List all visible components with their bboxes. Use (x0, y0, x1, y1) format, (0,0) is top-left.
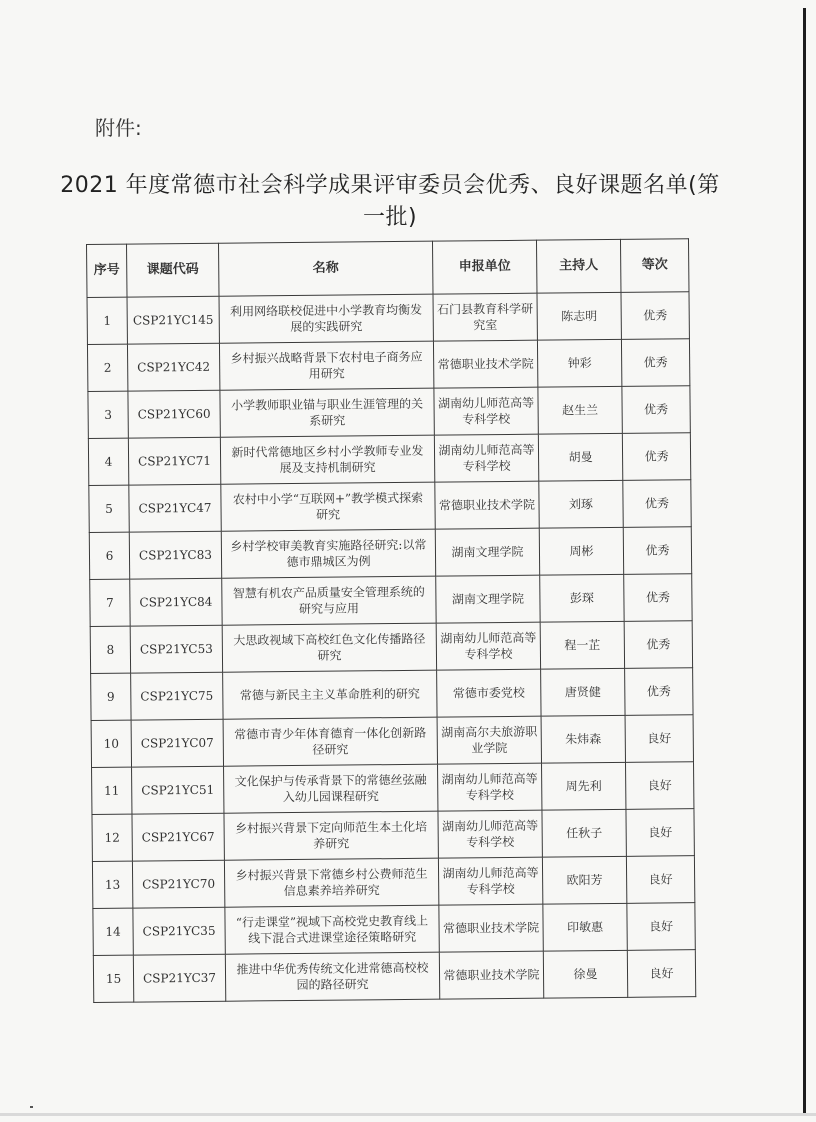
cell-name: 智慧有机农产品质量安全管理系统的研究与应用 (222, 576, 436, 625)
cell-host: 程一芷 (540, 621, 624, 669)
cell-host: 钟彩 (537, 339, 621, 387)
table-row (92, 856, 694, 909)
cell-level: 良好 (627, 903, 695, 951)
cell-level: 良好 (626, 809, 694, 857)
cell-unit: 常德职业技术学院 (435, 481, 539, 529)
cell-level: 优秀 (622, 386, 690, 434)
cell-level: 良好 (625, 715, 693, 763)
cell-unit: 湖南文理学院 (435, 528, 539, 576)
cell-unit: 湖南幼儿师范高等专科学校 (434, 387, 538, 435)
cell-code: CSP21YC35 (133, 907, 225, 955)
table-row (89, 527, 691, 580)
cell-code: CSP21YC83 (129, 531, 221, 579)
cell-level: 良好 (627, 950, 695, 998)
cell-host: 周先利 (542, 762, 626, 810)
cell-unit: 常德职业技术学院 (439, 951, 543, 999)
cell-no: 6 (89, 532, 129, 579)
cell-code: CSP21YC84 (130, 578, 222, 626)
table-row (88, 386, 690, 439)
cell-level: 优秀 (624, 574, 692, 622)
cell-name: 乡村振兴背景下常德乡村公费师范生信息素养培养研究 (224, 858, 438, 907)
cell-host: 赵生兰 (538, 386, 622, 434)
table-row (87, 292, 689, 345)
cell-code: CSP21YC51 (132, 766, 224, 814)
cell-unit: 石门县教育科学研究室 (433, 293, 537, 341)
cell-level: 优秀 (624, 621, 692, 669)
cell-name: 常德与新民主主义革命胜利的研究 (223, 670, 437, 719)
cell-unit: 湖南高尔夫旅游职业学院 (437, 716, 541, 764)
cell-unit: 湖南幼儿师范高等专科学校 (436, 622, 540, 670)
cell-level: 优秀 (623, 480, 691, 528)
cell-unit: 常德职业技术学院 (433, 340, 537, 388)
cell-name: 文化保护与传承背景下的常德丝弦融入幼儿园课程研究 (224, 764, 438, 813)
cell-host: 印敏惠 (543, 903, 627, 951)
cell-name: “行走课堂”视域下高校党史教育线上线下混合式进课堂途径策略研究 (225, 905, 439, 954)
cell-host: 彭琛 (540, 574, 624, 622)
cell-name: 常德市青少年体育德育一体化创新路径研究 (223, 717, 437, 766)
cell-host: 徐曼 (543, 950, 627, 998)
scan-edge-bottom (0, 1113, 816, 1116)
table-body (87, 292, 696, 1003)
cell-level: 良好 (626, 856, 694, 904)
cell-no: 13 (92, 861, 132, 908)
table-row (87, 339, 689, 392)
cell-no: 15 (93, 955, 133, 1002)
cell-level: 优秀 (621, 292, 689, 340)
cell-unit: 湖南文理学院 (436, 575, 540, 623)
cell-code: CSP21YC42 (127, 343, 219, 391)
cell-host: 胡曼 (538, 433, 622, 481)
table-row (90, 621, 692, 674)
cell-no: 5 (89, 485, 129, 532)
cell-host: 唐贤健 (541, 668, 625, 716)
cell-level: 优秀 (625, 668, 693, 716)
cell-no: 3 (88, 391, 128, 438)
cell-unit: 湖南幼儿师范高等专科学校 (438, 763, 542, 811)
cell-name: 乡村振兴战略背景下农村电子商务应用研究 (219, 341, 433, 390)
cell-name: 乡村学校审美教育实施路径研究:以常德市鼎城区为例 (221, 529, 435, 578)
cell-unit: 湖南幼儿师范高等专科学校 (438, 810, 542, 858)
header-name: 名称 (218, 241, 432, 296)
cell-code: CSP21YC70 (132, 860, 224, 908)
cell-code: CSP21YC75 (131, 672, 223, 720)
cell-host: 任秋子 (542, 809, 626, 857)
cell-no: 4 (88, 438, 128, 485)
cell-code: CSP21YC71 (128, 437, 220, 485)
document-title: 2021 年度常德市社会科学成果评审委员会优秀、良好课题名单(第一批) (60, 173, 720, 230)
award-list-table (86, 238, 696, 1003)
cell-name: 新时代常德地区乡村小学教师专业发展及支持机制研究 (220, 435, 434, 484)
header-code: 课题代码 (127, 243, 220, 297)
header-unit: 申报单位 (432, 240, 537, 294)
cell-no: 14 (93, 908, 133, 955)
header-level: 等次 (620, 239, 689, 293)
cell-name: 利用网络联校促进中小学教育均衡发展的实践研究 (219, 294, 433, 343)
cell-level: 良好 (626, 762, 694, 810)
cell-name: 农村中小学“互联网+”教学模式探索研究 (221, 482, 435, 531)
cell-unit: 常德市委党校 (437, 669, 541, 717)
table-header-row (87, 239, 689, 298)
table-row (91, 668, 693, 721)
cell-host: 刘琢 (539, 480, 623, 528)
cell-code: CSP21YC67 (132, 813, 224, 861)
cell-code: CSP21YC60 (128, 390, 220, 438)
cell-no: 8 (90, 626, 130, 673)
cell-level: 优秀 (622, 433, 690, 481)
cell-name: 乡村振兴背景下定向师范生本土化培养研究 (224, 811, 438, 860)
cell-no: 1 (87, 297, 127, 344)
cell-host: 周彬 (539, 527, 623, 575)
attachment-label: 附件: (95, 116, 142, 140)
cell-unit: 湖南幼儿师范高等专科学校 (438, 857, 542, 905)
cell-name: 推进中华优秀传统文化进常德高校校园的路径研究 (225, 952, 439, 1001)
cell-level: 优秀 (623, 527, 691, 575)
table-row (93, 903, 695, 956)
table-row (88, 433, 690, 486)
header-host: 主持人 (536, 239, 621, 293)
cell-name: 大思政视域下高校红色文化传播路径研究 (222, 623, 436, 672)
cell-no: 9 (91, 673, 131, 720)
table-row (89, 480, 691, 533)
cell-no: 11 (92, 767, 132, 814)
table-row (92, 762, 694, 815)
cell-no: 2 (87, 344, 127, 391)
cell-no: 12 (92, 814, 132, 861)
header-no: 序号 (87, 244, 128, 297)
cell-code: CSP21YC145 (127, 296, 219, 344)
cell-level: 优秀 (621, 339, 689, 387)
cell-host: 欧阳芳 (542, 856, 626, 904)
cell-no: 10 (91, 720, 131, 767)
cell-no: 7 (90, 579, 130, 626)
cell-code: CSP21YC37 (133, 954, 225, 1002)
cell-name: 小学教师职业锚与职业生涯管理的关系研究 (220, 388, 434, 437)
table-row (90, 574, 692, 627)
cell-unit: 湖南幼儿师范高等专科学校 (434, 434, 538, 482)
cell-code: CSP21YC07 (131, 719, 223, 767)
cell-unit: 常德职业技术学院 (439, 904, 543, 952)
cell-code: CSP21YC47 (129, 484, 221, 532)
table-row (92, 809, 694, 862)
cell-host: 陈志明 (537, 292, 621, 340)
scan-speck (30, 1106, 33, 1108)
cell-host: 朱炜森 (541, 715, 625, 763)
table-row (91, 715, 693, 768)
table-row (93, 950, 695, 1003)
cell-code: CSP21YC53 (130, 625, 222, 673)
scan-edge-right (803, 8, 806, 1116)
